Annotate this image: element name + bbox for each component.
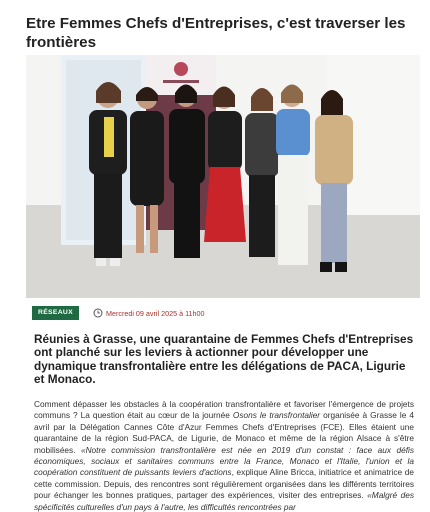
article-photo bbox=[26, 55, 420, 298]
clock-icon bbox=[93, 308, 103, 318]
article-title: Etre Femmes Chefs d'Entreprises, c'est traverser les frontières bbox=[26, 15, 406, 51]
category-badge[interactable]: RÉSEAUX bbox=[32, 306, 79, 320]
article-body bbox=[34, 399, 414, 512]
body-text-italic: Osons le transfrontalier bbox=[232, 410, 321, 421]
body-text: Comment dépasser les obstacles à la coopération transfrontalière et favoriser l'émergence de projets communs ? La question était au cœur de la journée bbox=[34, 399, 414, 421]
body-text: organisée à Grasse le 4 avril par la Délégation Cannes Côte d'Azur Femmes Chefs d'Entreprises (FCE). Elles étaient une quarantaine de la région Sud-PACA, de Ligurie, de Monaco et même de la région Alsace à s'être mobilisées. bbox=[34, 410, 414, 455]
body-text: , explique Aline Bricca, initiatrice et animatrice de cette commission. Depuis, des rencontres sont régulièrement organisées dans les différents territoires pour échanger les bonnes pratiques, partager des expériences, visiter des entreprises. bbox=[34, 467, 414, 501]
publish-date: Mercredi 09 avril 2025 à 11h00 bbox=[105, 308, 205, 318]
article-lead: Réunies à Grasse, une quarantaine de Femmes Chefs d'Entreprises ont planché sur les leviers à actionner pour développer une dynamique transfrontalière entre les délégations de PACA, Ligurie et Monaco. bbox=[34, 332, 414, 387]
body-quote: «Malgré des spécificités culturelles d'un pays à l'autre, les difficultés rencontrées par bbox=[34, 490, 414, 512]
article-meta bbox=[32, 306, 205, 320]
group-photo bbox=[26, 55, 420, 298]
body-quote: «Notre commission transfrontalière est née en 2019 d'un constat : face aux défis économiques, sociaux et sanitaires communs entre la France, Monaco et l'Italie, l'union et la coopération constituent de puissants leviers d'actions bbox=[34, 444, 414, 478]
